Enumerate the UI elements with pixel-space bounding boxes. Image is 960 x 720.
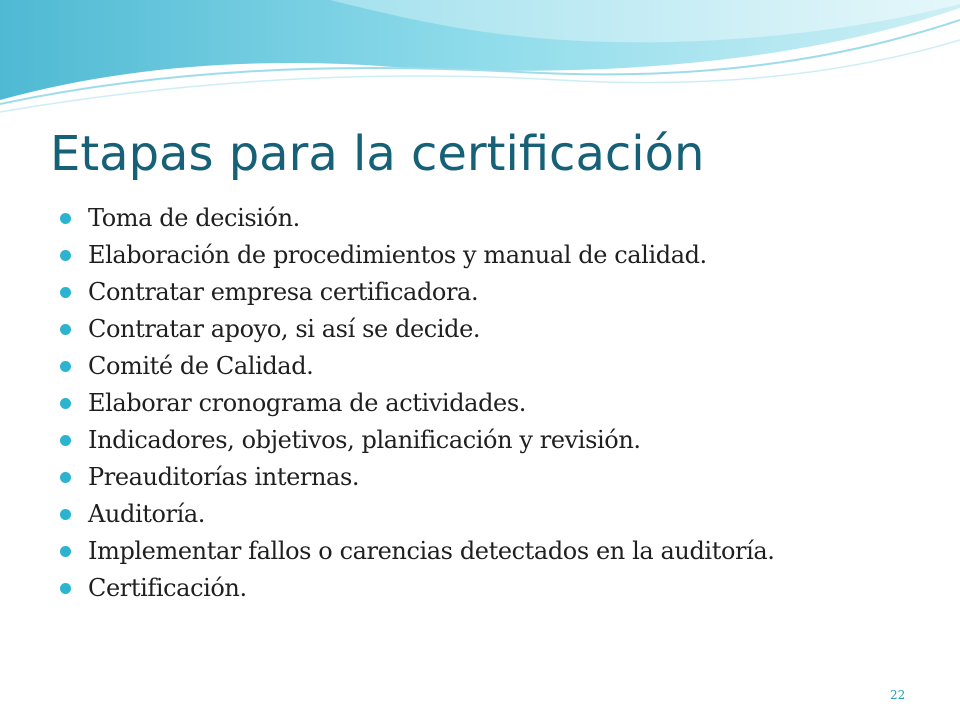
bullet-dot-icon xyxy=(60,361,71,372)
bullet-text: Elaboración de procedimientos y manual de calidad. xyxy=(88,241,707,269)
bullet-text: Indicadores, objetivos, planificación y revisión. xyxy=(88,426,641,454)
bullet-dot-icon xyxy=(60,287,71,298)
bullet-text: Certificación. xyxy=(88,574,247,602)
bullet-item xyxy=(60,496,774,533)
bullet-item xyxy=(60,459,774,496)
bullet-text: Implementar fallos o carencias detectados en la auditoría. xyxy=(88,537,775,565)
bullet-dot-icon xyxy=(60,546,71,557)
bullet-item xyxy=(60,237,774,274)
bullet-text: Elaborar cronograma de actividades. xyxy=(88,389,526,417)
bullet-item xyxy=(60,274,774,311)
bullet-item xyxy=(60,422,774,459)
bullet-item xyxy=(60,533,774,570)
bullet-dot-icon xyxy=(60,250,71,261)
bullet-text: Auditoría. xyxy=(88,500,206,528)
bullet-dot-icon xyxy=(60,435,71,446)
bullet-item xyxy=(60,348,774,385)
bullet-item xyxy=(60,570,774,607)
bullet-dot-icon xyxy=(60,398,71,409)
bullet-item xyxy=(60,311,774,348)
bullet-dot-icon xyxy=(60,324,71,335)
slide-title: Etapas para la certificación xyxy=(50,126,705,182)
bullet-text: Toma de decisión. xyxy=(88,204,300,232)
bullet-text: Contratar apoyo, si así se decide. xyxy=(88,315,481,343)
slide-number: 22 xyxy=(890,688,906,702)
header-wave-decoration xyxy=(0,0,960,120)
bullet-list xyxy=(60,200,774,607)
bullet-dot-icon xyxy=(60,213,71,224)
bullet-text: Preauditorías internas. xyxy=(88,463,360,491)
bullet-text: Comité de Calidad. xyxy=(88,352,314,380)
bullet-item xyxy=(60,385,774,422)
bullet-dot-icon xyxy=(60,583,71,594)
bullet-dot-icon xyxy=(60,509,71,520)
bullet-item xyxy=(60,200,774,237)
bullet-dot-icon xyxy=(60,472,71,483)
bullet-text: Contratar empresa certificadora. xyxy=(88,278,479,306)
